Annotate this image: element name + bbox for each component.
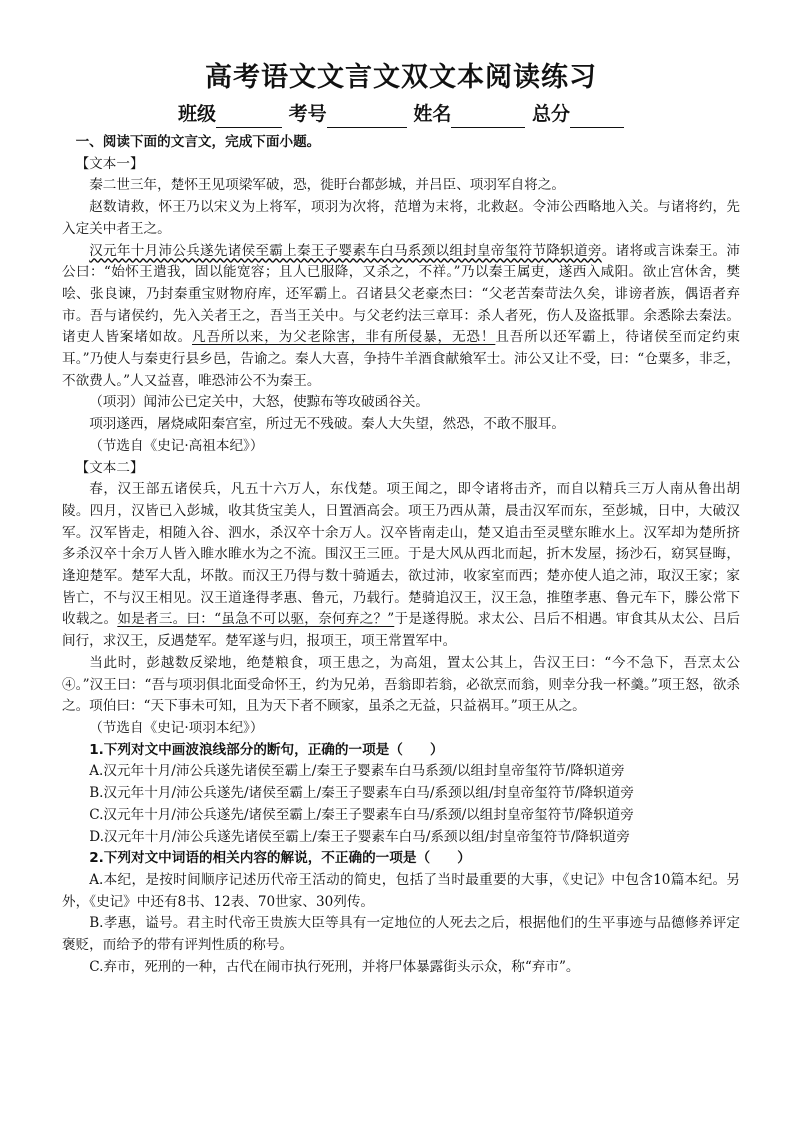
text2-paragraph-1-part-a: 春，汉王部五诸侯兵，凡五十六万人，东伐楚。项王闻之，即令诸将击齐，而自以精兵三万人南从鲁出胡陵。四月，汉皆已入彭城，收其货宝美人，日置酒高会。项王乃西从萧，晨击汉军而东，至彭城，日中，大破汉军。汉军皆走，相随入谷、泗水，杀汉卒十余万人。汉卒皆南走山，楚又追击至灵壁东睢水上。汉军却为楚所挤多杀汉卒十余万人皆入睢水睢水为之不流。围汉王三匝。于是大风从西北而起，折木发屋，扬沙石，窈冥昼晦，逢迎楚军。楚军大乱，坏散。而汉王乃得与数十骑遁去，欲过沛，收家室而西；楚亦使人追之沛，取汉王家；家皆亡，不与汉王相见。汉王道逢得孝惠、鲁元，乃载行。楚骑追汉王，汉王急，推堕孝惠、鲁元车下，滕公常下收载之。 (62, 481, 740, 628)
text1-label: 【文本一】 (75, 155, 144, 172)
class-blank[interactable] (216, 107, 282, 128)
question-1-stem: 1.下列对文中画波浪线部分的断句，正确的一项是（ ） (89, 741, 444, 758)
wavy-underlined-sentence: 汉元年十月沛公兵遂先诸侯至霸上秦王子婴素车白马系颈以组封皇帝玺符节降轵道旁 (89, 242, 602, 259)
question-2-option-b[interactable]: B.孝惠，谥号。君主时代帝王贵族大臣等具有一定地位的人死去之后，根据他们的生平事迹与品德修养评定褒贬，而给予的带有评判性质的称号。 (62, 915, 740, 954)
question-1-option-d[interactable]: D.汉元年十月/沛公兵遂先诸侯至霸上/秦王子婴素车白马/系颈以组/封皇帝玺符节/降轵道旁 (89, 828, 630, 845)
score-label: 总分 (531, 103, 570, 125)
number-blank[interactable] (327, 107, 407, 128)
question-2-option-a[interactable]: A.本纪，是按时间顺序记述历代帝王活动的简史，包括了当时最重要的大事，《史记》中包含10篇本纪。另外，《史记》中还有8书、12表、70世家、30列传。 (62, 871, 740, 910)
question-1-option-a[interactable]: A.汉元年十月/沛公兵遂先诸侯至霸上/秦王子婴素车白马系颈/以组封皇帝玺符节/降轵道旁 (89, 763, 625, 780)
underlined-sentence-1: 凡吾所以来，为父老除害，非有所侵暴，无恐！ (192, 329, 496, 346)
text1-paragraph-3-part-a: 。诸将或言诛秦王。沛公曰：“始怀王遣我，固以能宽容；且人已服降，又杀之，不祥。”乃以秦王属吏，遂西入咸阳。欲止宫休舍，樊哙、张良谏，乃封秦重宝财物府库，还军霸上。召诸县父老豪杰曰：“父老苦秦苛法久矣，诽谤者族，偶语者弃市。吾与诸侯约，先入关者王之，吾当王关中。与父老约法三章耳：杀人者死，伤人及盗抵罪。余悉除去秦法。诸吏人皆案堵如故。 (62, 242, 741, 346)
text2-paragraph-2: 当此时，彭越数反梁地，绝楚粮食，项王患之，为高俎，置太公其上，告汉王曰：“今不急下，吾烹太公④。”汉王曰：“吾与项羽俱北面受命怀王，约为兄弟，吾翁即若翁，必欲烹而翁，则幸分我一杯羹。”项王怒，欲杀之。项伯曰：“天下事未可知，且为天下者不顾家，虽杀之无益，只益祸耳。”项王从之。 (62, 654, 740, 715)
text1-paragraph-5: 项羽遂西，屠烧咸阳秦宫室，所过无不残破。秦人大失望，然恐，不敢不服耳。 (89, 416, 565, 433)
text1-paragraph-3 (62, 241, 740, 393)
text2-paragraph-1 (62, 479, 740, 653)
name-label: 姓名 (413, 103, 452, 125)
text1-paragraph-3-part-b: 且吾所以还军霸上，待诸侯至而定约束耳。”乃使人与秦吏行县乡邑，告谕之。秦人大喜，争持牛羊酒食献飨军士。沛公又让不受，曰：“仓粟多，非乏，不欲费人。”人又益喜，唯恐沛公不为秦王。 (62, 329, 741, 389)
text1-paragraph-2: 赵数请救，怀王乃以宋义为上将军，项羽为次将，范增为末将，北救赵。令沛公西略地入关。与诸将约，先入定关中者王之。 (62, 199, 740, 237)
name-blank[interactable] (451, 107, 525, 128)
page-title: 高考语文文言文双文本阅读练习 (205, 62, 597, 93)
text2-source: （节选自《史记·项羽本纪》） (89, 719, 264, 736)
student-info-line (62, 100, 740, 128)
section-heading: 一、阅读下面的文言文，完成下面小题。 (75, 134, 321, 150)
text2-paragraph-1-part-b: 于是遂得脱。求太公、吕后不相遇。审食其从太公、吕后间行，求汉王，反遇楚军。楚军遂与归，报项王，项王常置军中。 (62, 611, 741, 650)
number-label: 考号 (288, 103, 327, 125)
worksheet-page (62, 60, 740, 978)
question-2-option-c[interactable]: C.弃市，死刑的一种，古代在闹市执行死刑，并将尸体暴露街头示众，称“弃市”。 (89, 958, 580, 975)
class-label: 班级 (178, 103, 217, 125)
text1-paragraph-4: （项羽）闻沛公已定关中，大怒，使黥布等攻破函谷关。 (89, 394, 430, 411)
text1-source: （节选自《史记·高祖本纪》） (89, 437, 264, 454)
question-1-option-b[interactable]: B.汉元年十月/沛公兵遂先/诸侯至霸上/秦王子婴素车白马/系颈以组/封皇帝玺符节/降轵道旁 (89, 785, 634, 802)
question-1-option-c[interactable]: C.汉元年十月/沛公兵遂先/诸侯至霸上/秦王子婴素车白马/系颈/以组封皇帝玺符节/降轵道旁 (89, 806, 634, 823)
underlined-sentence-2: 如是者三。曰：“虽急不可以驱，奈何弃之？” (117, 611, 395, 628)
text2-label: 【文本二】 (75, 459, 144, 476)
question-2-stem: 2.下列对文中词语的相关内容的解说，不正确的一项是（ ） (89, 850, 471, 867)
score-blank[interactable] (570, 107, 624, 128)
text1-paragraph-1: 秦二世三年，楚怀王见项梁军破，恐，徙盱台都彭城，并吕臣、项羽军自将之。 (89, 177, 565, 194)
